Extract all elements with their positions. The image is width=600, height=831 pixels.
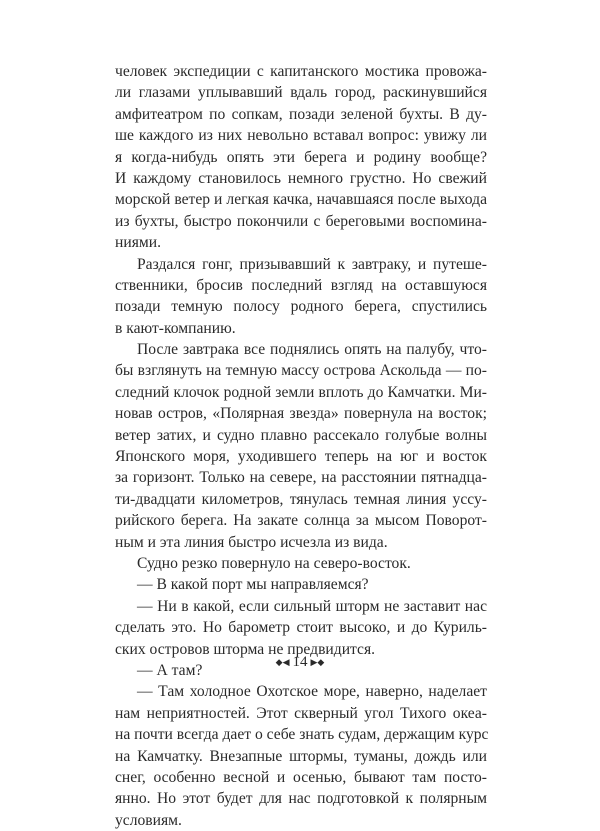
text-line: — В какой порт мы направляемся?: [137, 576, 369, 594]
text-line: И каждому становилось немного грустно. Но свежий: [115, 169, 487, 187]
text-line: условиям.: [115, 811, 182, 829]
page-number: 14: [292, 654, 308, 670]
text-line: на Камчатку. Внезапные штормы, туманы, дождь или: [115, 747, 487, 765]
text-line: ли глазами уплывавший вдаль город, раскинувшийся: [115, 84, 487, 102]
text-line: новав остров, «Полярная звезда» повернула на восток;: [115, 405, 487, 423]
text-line: нам неприятностей. Этот скверный угол Тихого океа-: [115, 704, 487, 722]
text-line: Японского моря, уходившего теперь на юг и восток: [115, 448, 487, 466]
text-line: в кают-компанию.: [115, 319, 236, 337]
text-line: следний клочок родной земли вплоть до Камчатки. Ми-: [115, 383, 487, 401]
text-line: я когда-нибудь опять эти берега и родину вообще?: [115, 148, 487, 166]
text-line: Раздался гонг, призывавший к завтраку, и путеше-: [137, 255, 487, 273]
text-line: снег, особенно весной и осенью, бывают там посто-: [115, 768, 487, 786]
text-line: — Там холодное Охотское море, наверно, наделает: [137, 683, 487, 701]
text-line: ше каждого из них невольно вставал вопрос: увижу ли: [115, 127, 487, 145]
text-line: ских островов шторма не предвидится.: [115, 640, 376, 658]
page-folio: [0, 653, 600, 672]
text-line: — Ни в какой, если сильный шторм не заставит нас: [137, 597, 487, 615]
text-line: ти-двадцати километров, тянулась темная линия уссу-: [115, 490, 487, 508]
text-line: После завтрака все поднялись опять на палубу, что-: [137, 341, 487, 359]
body-text: [115, 61, 487, 831]
ornament-right-icon: ▶◆: [310, 656, 325, 667]
text-line: Судно резко повернуло на северо-восток.: [137, 554, 411, 572]
text-line: на почти всегда дает о себе знать судам, держащим курс: [115, 726, 489, 744]
text-line: позади темную полосу родного берега, спустились: [115, 298, 487, 316]
text-line: человек экспедиции с капитанского мостика провожа-: [115, 63, 487, 80]
text-line: амфитеатром по сопкам, позади зеленой бухты. В ду-: [115, 105, 487, 123]
text-line: за горизонт. Только на севере, на расстоянии пятнадца-: [115, 469, 487, 487]
text-line: ветер затих, и судно плавно рассекало голубые волны: [115, 426, 487, 444]
text-line: янно. Но этот будет для нас подготовкой к полярным: [115, 790, 487, 808]
ornament-left-icon: ◆◀: [275, 656, 290, 667]
text-line: из бухты, быстро покончили с береговыми воспомина-: [115, 212, 487, 230]
text-line: — А там?: [137, 661, 203, 679]
text-line: морской ветер и легкая качка, начавшаяся после выхода: [115, 191, 487, 209]
text-line: ным и эта линия быстро исчезла из вида.: [115, 533, 388, 551]
text-line: рийского берега. На закате солнца за мысом Поворот-: [115, 512, 487, 530]
text-line: ниями.: [115, 234, 161, 252]
text-line: ственники, бросив последний взгляд на оставшуюся: [115, 276, 487, 294]
text-line: сделать это. Но барометр стоит высоко, и до Куриль-: [115, 619, 487, 637]
text-line: бы взглянуть на темную массу острова Аскольда — по-: [115, 362, 487, 380]
